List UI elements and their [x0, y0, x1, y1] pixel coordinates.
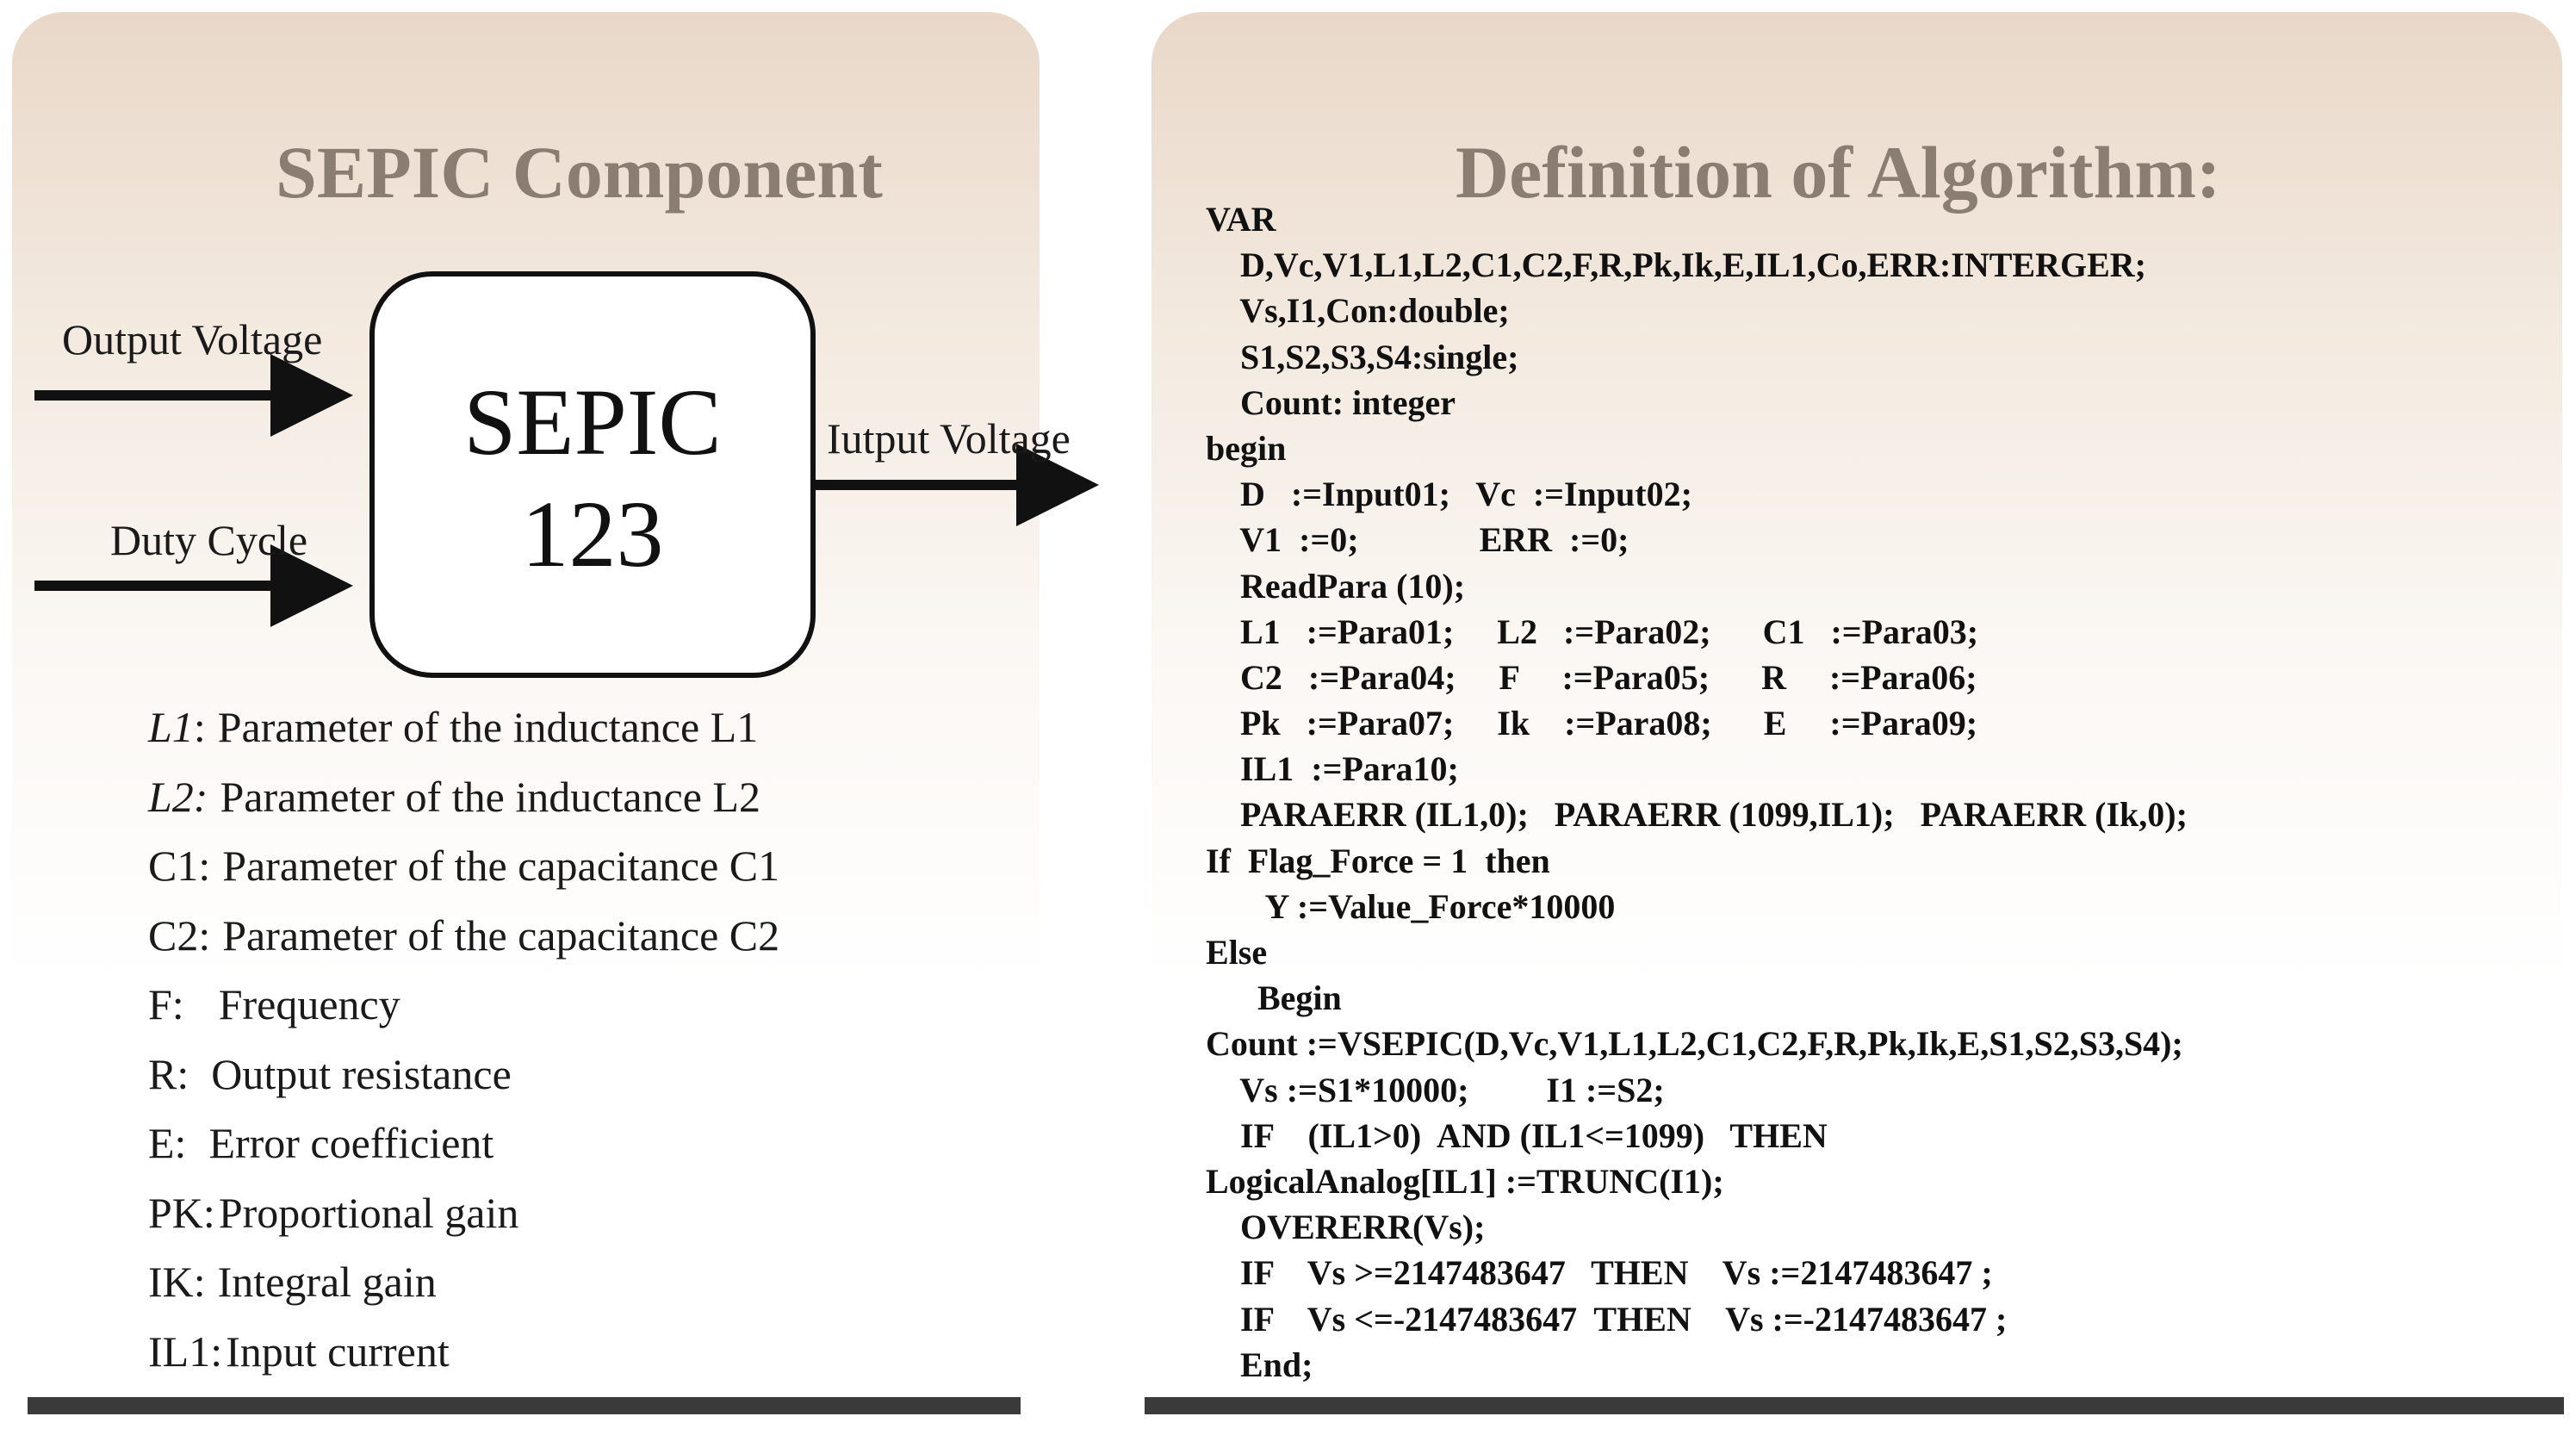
code-line: End; [1206, 1345, 1313, 1384]
parameter-item [148, 772, 779, 842]
code-line: Count: integer [1206, 382, 1456, 422]
block-number: 123 [521, 481, 664, 587]
parameter-separator: : [193, 703, 206, 751]
parameter-item [148, 1326, 779, 1396]
parameter-key: IK: [148, 1258, 206, 1306]
parameter-item [148, 910, 779, 980]
parameter-item [148, 1257, 779, 1326]
parameter-key: PK: [148, 1188, 215, 1237]
code-line: begin [1206, 428, 1287, 468]
parameter-description: Parameter of the capacitance C2 [222, 910, 780, 960]
parameter-item [148, 841, 779, 910]
left-panel-bottom-bar [28, 1397, 1021, 1414]
code-line: Vs :=S1*10000; I1 :=S2; [1206, 1070, 1665, 1109]
parameter-key: E: [148, 1119, 187, 1167]
parameter-list [148, 702, 779, 1395]
parameter-description: Integral gain [217, 1258, 437, 1306]
code-line: S1,S2,S3,S4:single; [1206, 337, 1519, 376]
parameter-description: Parameter of the inductance L2 [220, 772, 760, 821]
code-line: IL1 :=Para10; [1206, 749, 1459, 789]
parameter-key: F: [148, 980, 184, 1028]
parameter-key: C1: [148, 842, 211, 890]
parameter-item [148, 1049, 779, 1119]
parameter-item [148, 979, 779, 1049]
parameter-key: L2: [148, 772, 208, 821]
code-line: PARAERR (IL1,0); PARAERR (1099,IL1); PARAERR (Ik,0); [1206, 795, 2188, 835]
parameter-key: L1 [148, 703, 194, 751]
sepic-block [372, 274, 813, 675]
code-line: Else [1206, 933, 1268, 972]
code-line: D :=Input01; Vc :=Input02; [1206, 475, 1692, 514]
parameter-description: Output resistance [211, 1049, 512, 1098]
code-line: IF (IL1>0) AND (IL1<=1099) THEN [1206, 1115, 1828, 1155]
code-line: LogicalAnalog[IL1] :=TRUNC(I1); [1206, 1161, 1724, 1201]
code-line: C2 :=Para04; F :=Para05; R :=Para06; [1206, 657, 1977, 697]
parameter-item [148, 702, 779, 772]
parameter-description: Parameter of the inductance L1 [217, 703, 759, 751]
right-panel-bottom-bar [1145, 1397, 2564, 1414]
parameter-key: R: [148, 1049, 189, 1098]
code-line: Begin [1206, 978, 1342, 1018]
parameter-key: IL1: [148, 1326, 223, 1376]
code-line: IF Vs <=-2147483647 THEN Vs :=-2147483647 ; [1206, 1299, 2008, 1339]
duty-cycle-label: Duty Cycle [110, 516, 308, 564]
algorithm-definition-title: Definition of Algorithm: [1456, 131, 2221, 214]
parameter-description: Input current [226, 1326, 450, 1376]
code-line: Vs,I1,Con:double; [1206, 291, 1510, 331]
code-line: If Flag_Force = 1 then [1206, 841, 1550, 880]
code-line: Count :=VSEPIC(D,Vc,V1,L1,L2,C1,C2,F,R,Pk,Ik,E,S1,S2,S3,S4); [1206, 1024, 2183, 1064]
block-name: SEPIC [463, 370, 722, 475]
parameter-description: Frequency [218, 980, 400, 1028]
code-line: L1 :=Para01; L2 :=Para02; C1 :=Para03; [1206, 612, 1979, 651]
code-line: OVERERR(Vs); [1206, 1208, 1486, 1247]
parameter-description: Error coefficient [208, 1119, 494, 1167]
code-line: D,Vc,V1,L1,L2,C1,C2,F,R,Pk,Ik,E,IL1,Co,ERR:INTERGER; [1206, 245, 2146, 285]
parameter-description: Parameter of the capacitance C1 [222, 842, 780, 890]
parameter-description: Proportional gain [218, 1188, 519, 1237]
iutput-voltage-label: Iutput Voltage [827, 414, 1071, 463]
sepic-component-title: SEPIC Component [276, 131, 883, 214]
code-line: V1 :=0; ERR :=0; [1206, 520, 1629, 560]
code-line: IF Vs >=2147483647 THEN Vs :=2147483647 ; [1206, 1253, 1993, 1293]
parameter-item [148, 1188, 779, 1258]
parameter-item [148, 1118, 779, 1188]
code-line: Y :=Value_Force*10000 [1206, 886, 1616, 926]
code-line: VAR [1206, 200, 1276, 239]
code-line: Pk :=Para07; Ik :=Para08; E :=Para09; [1206, 704, 1978, 743]
output-voltage-label: Output Voltage [62, 315, 323, 363]
parameter-key: C2: [148, 910, 211, 960]
algorithm-code-block [1206, 196, 2188, 1388]
code-line: ReadPara (10); [1206, 566, 1466, 606]
